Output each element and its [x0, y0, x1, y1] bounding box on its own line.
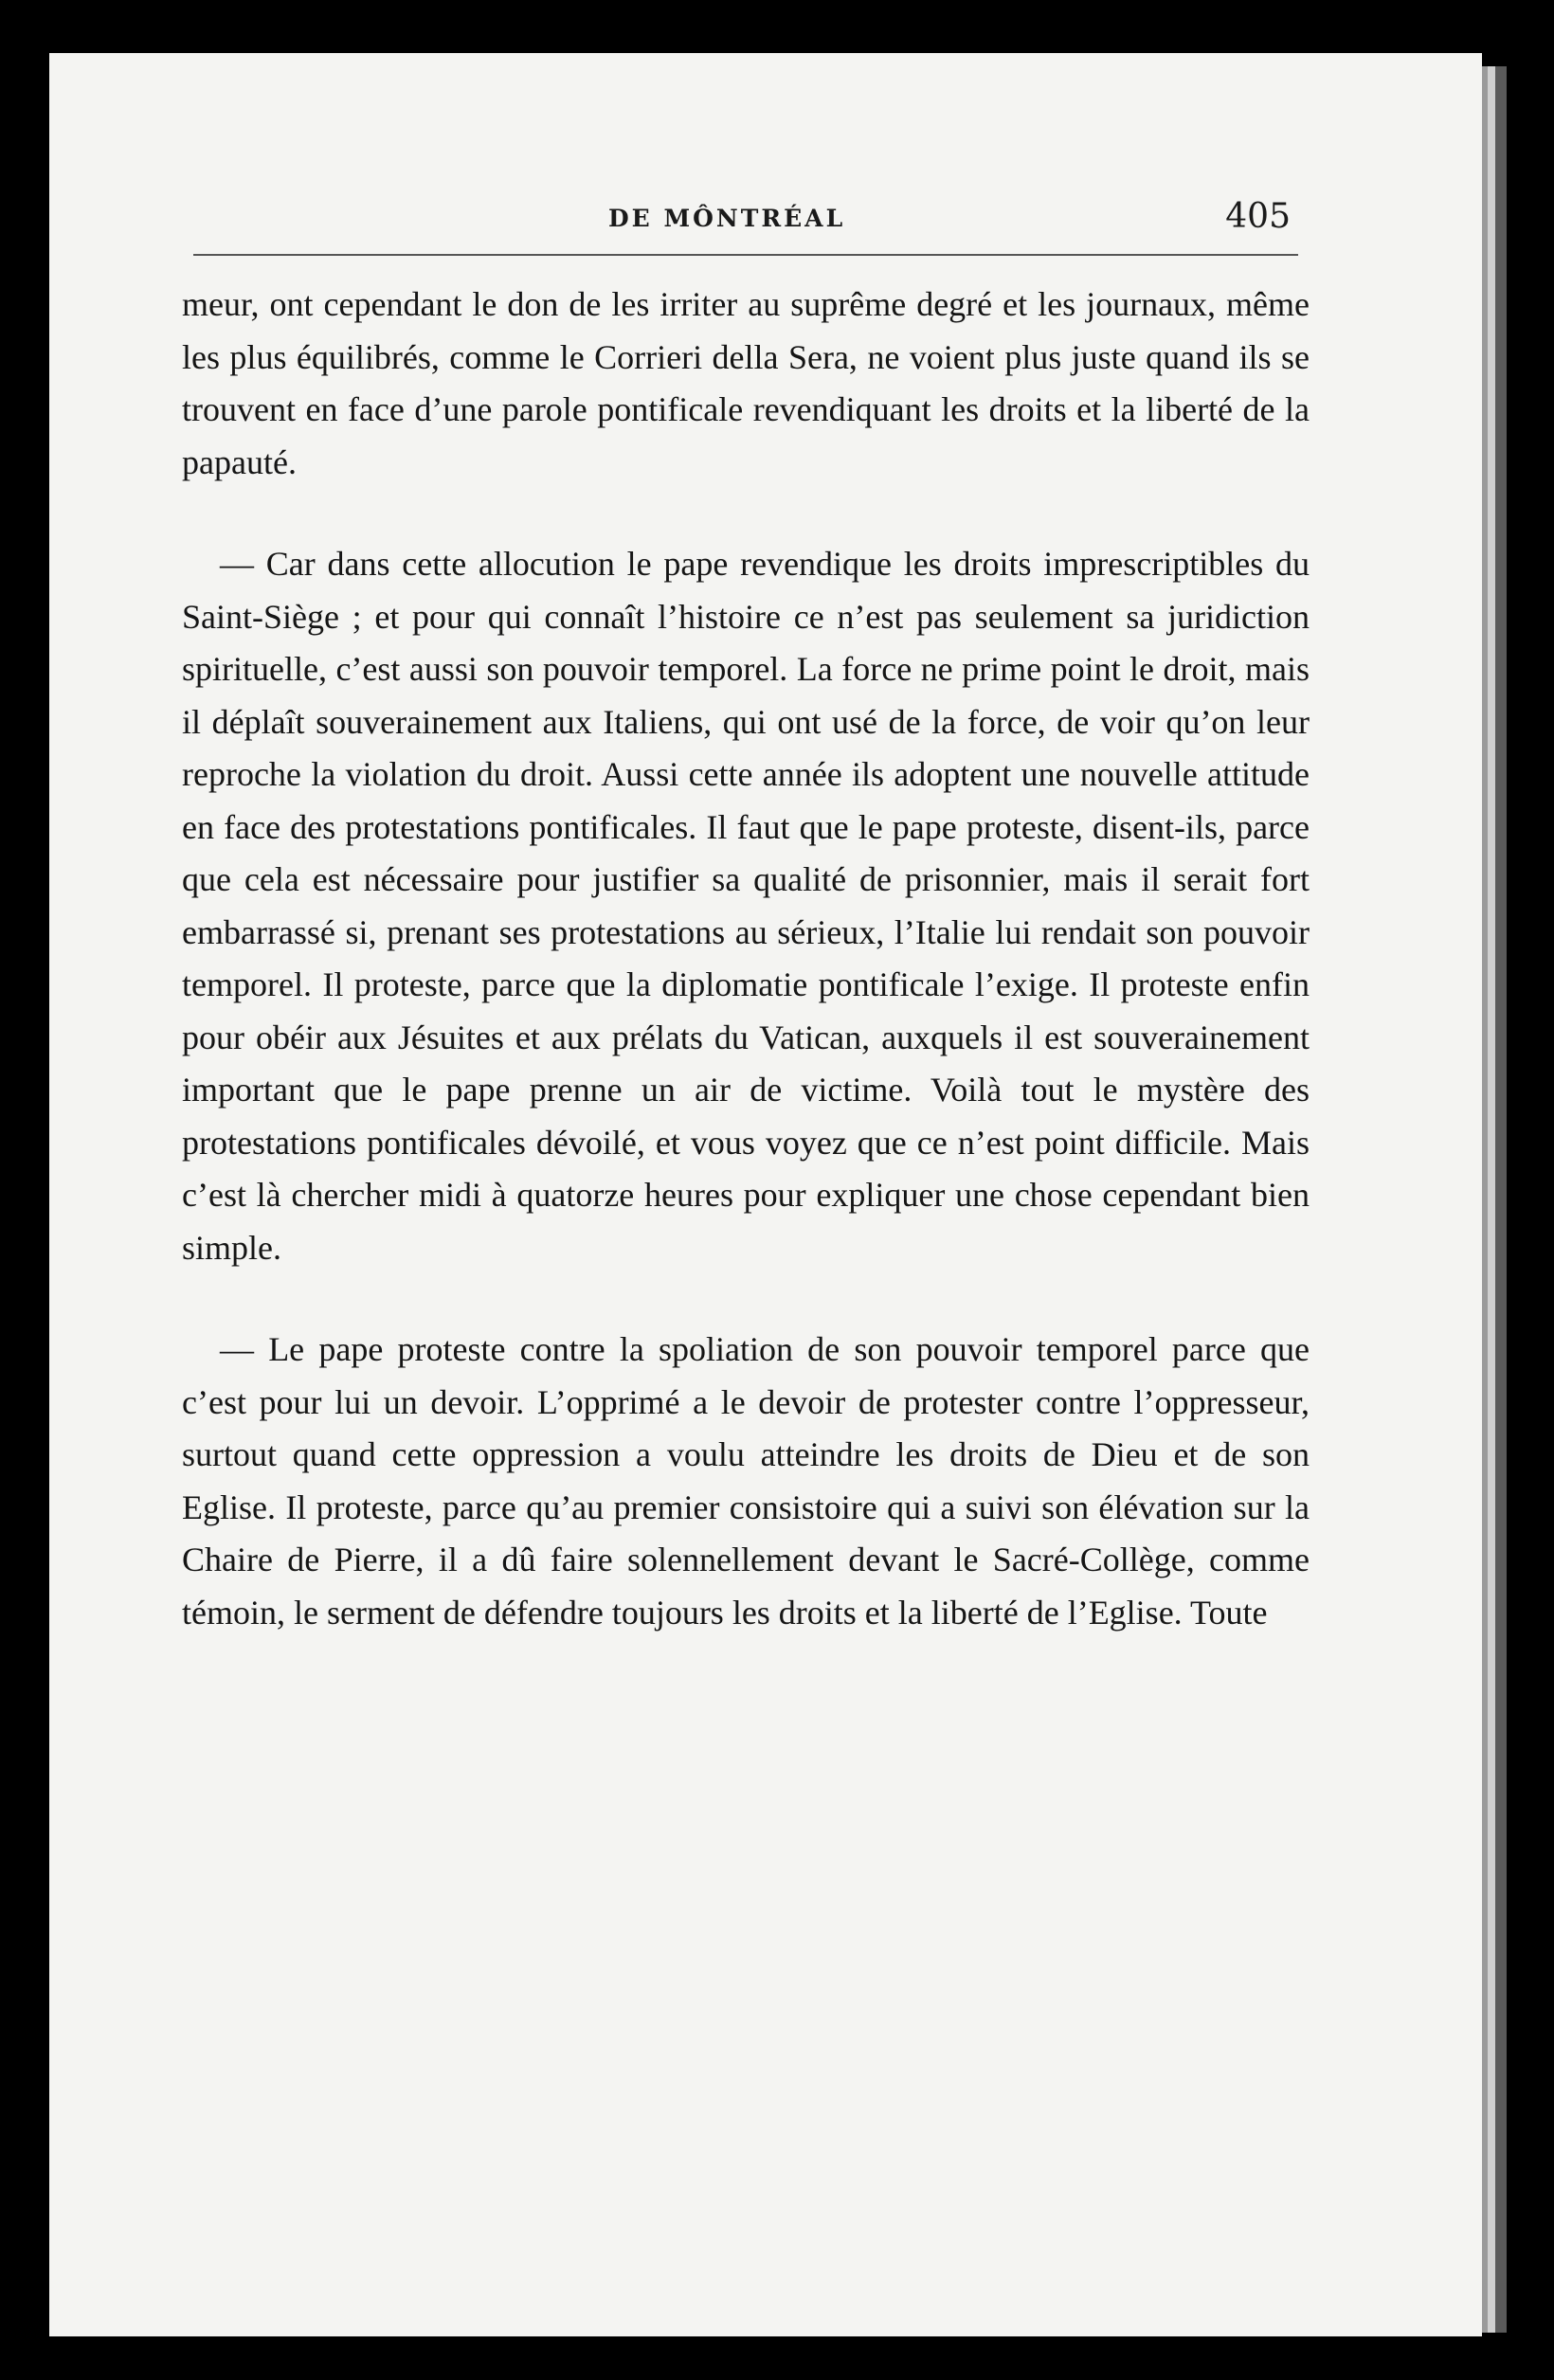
paragraph: meur, ont cependant le don de les irriter au suprême degré et les journaux, même les plus équilibrés, comme le Corrieri della Sera, ne voient plus juste quand ils se trouvent en face d’une parole pontificale revendiquant les droits et la liberté de la papauté. — [182, 285, 1310, 481]
running-header — [191, 195, 1291, 252]
page-number: 405 — [1225, 197, 1291, 236]
running-title: DE MÔNTRÉAL — [608, 205, 846, 232]
paragraph: — Car dans cette allocution le pape revendique les droits imprescriptibles du Saint-Siège ; et pour qui connaît l’histoire ce n’est pas seulement sa juridiction spirituelle, c’est aussi son pouvoir temporel. La force ne prime point le droit, mais il déplaît souverainement aux Italiens, qui ont usé de la force, de voir qu’on leur reproche la violation du droit. Aussi cette année ils adoptent une nouvelle attitude en face des protestations pontificales. Il faut que le pape proteste, disent-ils, parce que cela est nécessaire pour justifier sa qualité de prisonnier, mais il serait fort embarrassé si, prenant ses protestations au sérieux, l’Italie lui rendait son pouvoir temporel. Il proteste, parce que la diplomatie pontificale l’exige. Il proteste enfin pour obéir aux Jésuites et aux prélats du Vatican, auxquels il est souverainement important que le pape prenne un air de victime. Voilà tout le mystère des protestations pontificales dévoilé, et vous voyez que ce n’est point difficile. Mais c’est là chercher midi à quatorze heures pour expliquer une chose cependant bien simple. — [182, 545, 1310, 1267]
book-page — [49, 53, 1482, 2336]
body-text — [182, 279, 1310, 1639]
paragraph: — Le pape proteste contre la spoliation de son pouvoir temporel parce que c’est pour lui un devoir. L’opprimé a le devoir de protester contre l’oppresseur, surtout quand cette oppression a voulu atteindre les droits de Dieu et de son Eglise. Il proteste, parce qu’au premier consistoire qui a suivi son élévation sur la Chaire de Pierre, il a dû faire solennellement devant le Sacré-Collège, comme témoin, le serment de défendre toujours les droits et la liberté de l’Eglise. Toute — [182, 1330, 1310, 1632]
header-rule — [193, 254, 1298, 256]
page-edge — [1495, 66, 1507, 2333]
